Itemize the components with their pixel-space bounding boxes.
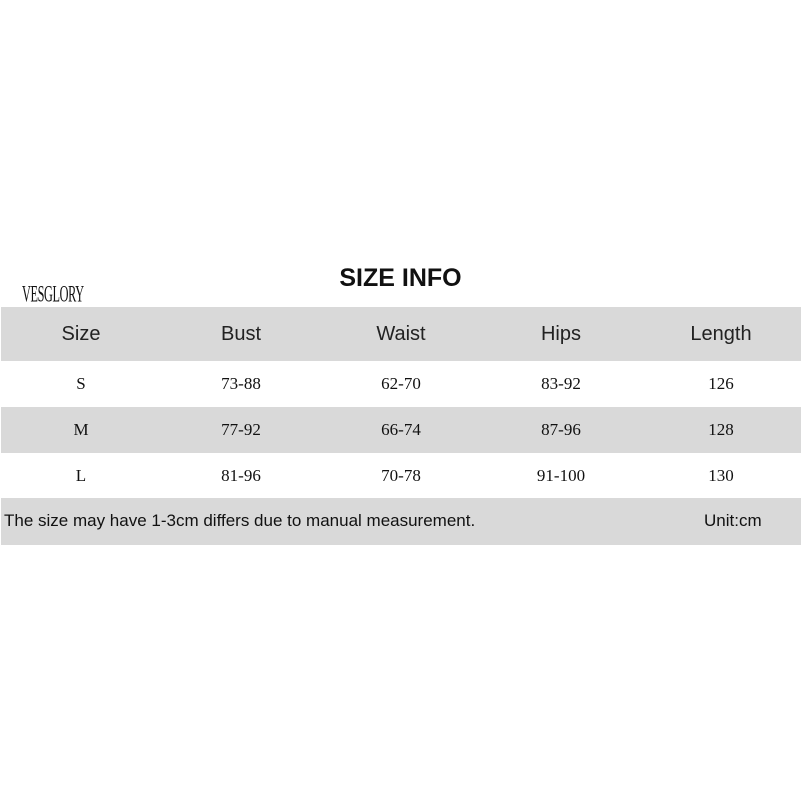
footer-note-bar [1, 498, 801, 545]
cell-hips: 91-100 [536, 466, 586, 485]
cell-waist: 62-70 [381, 374, 421, 393]
header-length: Length [690, 322, 752, 345]
table-row [1, 361, 801, 407]
size-table [1, 307, 801, 499]
brand-logo: VESGLORY [22, 281, 84, 307]
header-hips: Hips [540, 322, 581, 345]
header-bust: Bust [220, 322, 262, 345]
cell-waist: 70-78 [381, 466, 421, 485]
table-header-row [1, 307, 801, 361]
header-waist: Waist [376, 322, 426, 345]
measurement-note: The size may have 1-3cm differs due to manual measurement. [4, 511, 476, 530]
header-size: Size [61, 322, 101, 345]
cell-bust: 81-96 [221, 466, 261, 485]
cell-bust: 77-92 [221, 420, 261, 439]
cell-bust: 73-88 [221, 374, 261, 393]
cell-hips: 87-96 [541, 420, 581, 439]
table-row [1, 453, 801, 499]
table-row [1, 407, 801, 453]
cell-hips: 83-92 [541, 374, 581, 393]
cell-length: 128 [708, 420, 734, 439]
cell-size: M [73, 420, 89, 439]
unit-label: Unit:cm [704, 511, 762, 530]
cell-size: S [76, 374, 86, 393]
cell-waist: 66-74 [381, 420, 421, 439]
cell-length: 130 [708, 466, 734, 485]
page-title: SIZE INFO [339, 264, 462, 292]
cell-size: L [75, 466, 87, 485]
cell-length: 126 [708, 374, 734, 393]
